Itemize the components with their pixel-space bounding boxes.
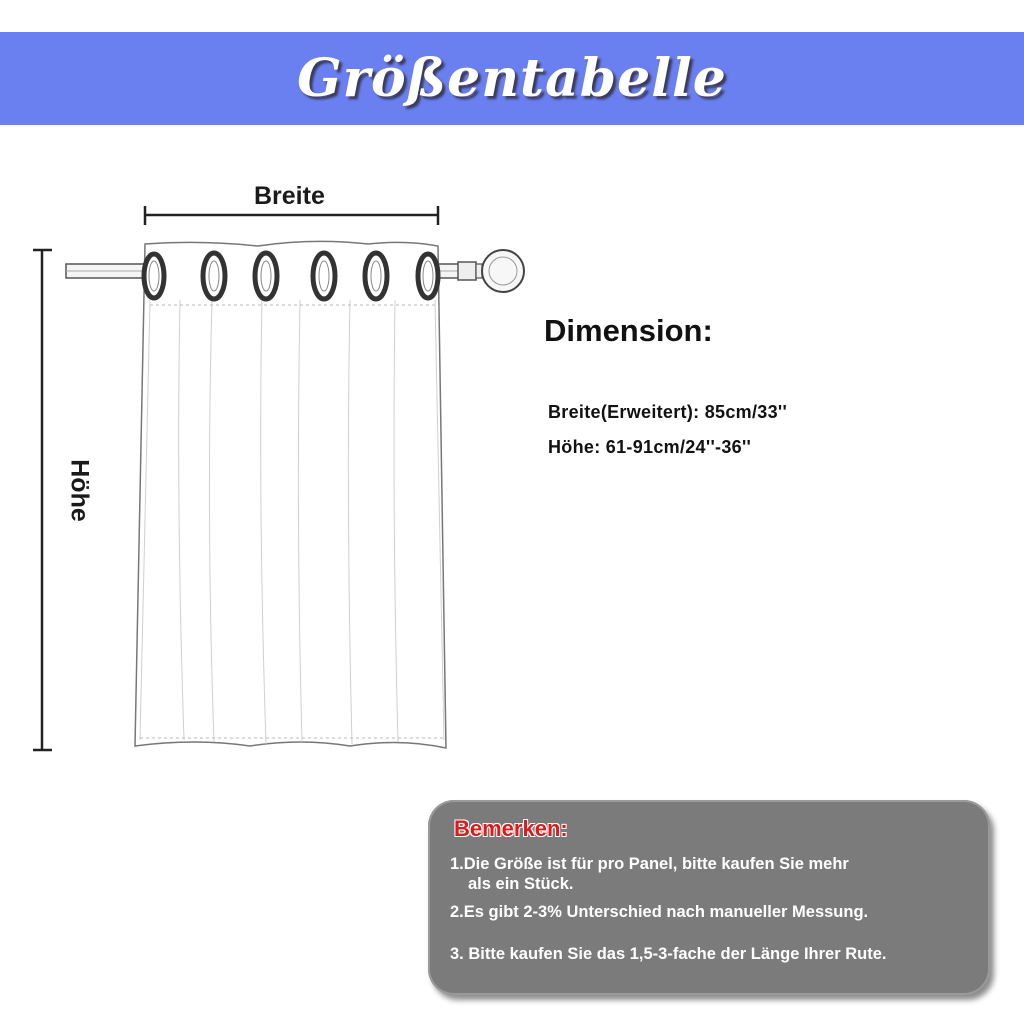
page-title: Größentabelle xyxy=(297,48,727,109)
dimension-height-text: Höhe: 61-91cm/24''-36'' xyxy=(548,437,752,457)
curtain-panel xyxy=(135,241,446,748)
height-label: Höhe xyxy=(65,459,94,522)
dimension-width-text: Breite(Erweitert): 85cm/33'' xyxy=(548,402,788,422)
width-label: Breite xyxy=(254,182,325,210)
notes-box xyxy=(428,800,990,995)
rod-finial-icon xyxy=(482,250,524,292)
note-item-3: 3. Bitte kaufen Sie das 1,5-3-fache der Länge Ihrer Rute. xyxy=(450,945,887,963)
note-item-1 xyxy=(450,854,980,894)
note-item-2: 2.Es gibt 2-3% Unterschied nach manueller Messung. xyxy=(450,903,869,921)
note-item-1-line-1: 1.Die Größe ist für pro Panel, bitte kaufen Sie mehr xyxy=(450,855,849,873)
notes-heading: Bemerken: xyxy=(454,816,568,841)
height-dimension-line xyxy=(33,250,52,750)
dimension-heading: Dimension: xyxy=(544,313,713,348)
note-item-1-line-2: als ein Stück. xyxy=(468,875,574,893)
